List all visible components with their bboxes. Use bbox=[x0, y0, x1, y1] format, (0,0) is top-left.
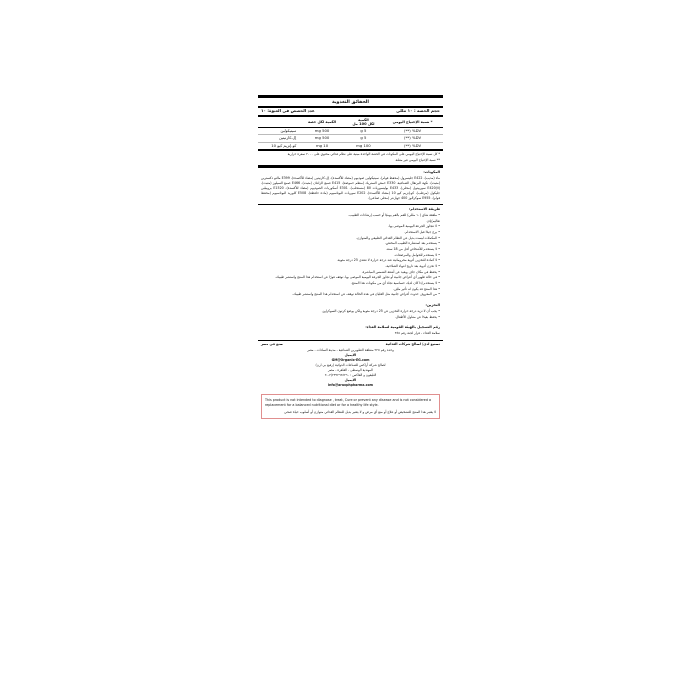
usage-line: تعاليم/إذن bbox=[426, 218, 440, 223]
disclaimer-arabic: لا يعتبر هذا المنتج للتشخيص أو علاج أو منع أي مرض و لا يعتبر بديل للنظام الغذائي متوازن أو أسلوب حياة صحي bbox=[284, 409, 436, 414]
distributor-address: المهندية الوسطى - القاهرة - مصر bbox=[328, 367, 373, 372]
cell-daily-value: DV% (**) bbox=[382, 127, 443, 134]
table-row bbox=[258, 127, 443, 134]
header-daily-value: * نسبة الإحتياج اليومي bbox=[382, 117, 443, 127]
cell-nutrient-name: إل-كارنيتين bbox=[258, 135, 299, 142]
cell-amount-100ml: 5 g bbox=[345, 127, 382, 134]
usage-line: • يرج جيدًا قبل الاستخدام. bbox=[404, 230, 440, 235]
usage-line: • لا كمادة للتخزين أدوية محروماتية عند درجة حرارة لا تتعدى 25 درجة مئوية. bbox=[336, 258, 440, 263]
distributor-name: لصالح شركة أراكس للصناعات الدوائية (رفيع بي ارن) bbox=[315, 362, 386, 367]
registration-line: سلامة الغذاء - قرار لجنة رقم ٣٤٥ bbox=[394, 331, 440, 336]
usage-line: • من المعروف حدوث أعراض جانبية مثل الغليان في هذه الحالة توقف عن استخدام هذا المنتج واستشر طبيبك. bbox=[292, 292, 440, 297]
usage-line: • يحفظ في مكان جاف وبعيد عن أشعة الشمس المباشرة. bbox=[361, 269, 440, 274]
made-in-label: صنع في مصر bbox=[261, 341, 283, 346]
table-row bbox=[258, 142, 443, 149]
usage-line: • في حالة ظهور أي أعراض جانبية أو تجاوز الجرعة اليومية الموصى بها، توقف فورًا عن استخدام هذا المنتج واستشر طبيبك. bbox=[274, 275, 440, 280]
cell-nutrient-name: كو-إنزيم كيو 10 bbox=[271, 142, 297, 148]
nutrition-table bbox=[258, 117, 443, 149]
cell-nutrient-name: سيتيكولين bbox=[258, 127, 299, 134]
email-value-2[interactable]: info@araxphpharma.com bbox=[328, 383, 373, 388]
usage-line: • المكملات ليست بديل عن النظام الغذائي الطبيعي والمتوازن. bbox=[356, 235, 440, 240]
cell-amount-serving: 10 mg bbox=[315, 142, 329, 148]
footnote-1: * كل نسبة الإحتياج اليومي على المكونات في الحصة الواحدة مبنية على نظام غذائي محتوي على ٢٠٠٠ سعرة حرارية bbox=[287, 152, 440, 157]
cell-amount-100ml: 100 mg bbox=[356, 142, 371, 148]
email-label-2: الايميل bbox=[344, 377, 357, 382]
storage-heading: التخزين: bbox=[425, 302, 440, 307]
usage-heading: طريقة الاستخدام: bbox=[408, 206, 440, 211]
usage-line: • لا تخزن أدوية بعد تاريخ انتهاء الصلاحية. bbox=[385, 264, 440, 269]
nutrition-facts-title: الحقائق التغذوية bbox=[332, 99, 369, 105]
cell-daily-value: DV% (**) bbox=[404, 142, 422, 148]
storage-line: • يجب أن لا تزيد درجة حرارة التخزين عن 25 درجة مئوية ولكن يوضع كرتون السوكراوز. bbox=[321, 309, 440, 314]
manufacturer-contact bbox=[258, 346, 443, 391]
usage-section bbox=[258, 205, 443, 301]
email-label: الايميل bbox=[344, 352, 357, 357]
serving-size: حجم الحصة : ١٠ مللي bbox=[396, 108, 440, 114]
disclaimer-english: This product is not intended to diagnose , treat, Cure or prevent any disease and is not considered a replacement for a balanced nutritional diet or for a healthy life style. bbox=[265, 397, 431, 407]
usage-line: • لا يستخدم للأشخاص أقل من 18 سنة. bbox=[385, 247, 440, 252]
header-nutrient-name bbox=[258, 117, 299, 127]
usage-line: • هذا المنتج قد يكون له تأثير مليّن. bbox=[393, 286, 440, 291]
header-amount-per-serving: الكمية لكل حصة bbox=[299, 117, 344, 127]
storage-section bbox=[258, 301, 443, 323]
ingredients-text: ماء (مذيب)، E422 جليسرول (محفظ قوام)، سيتيكولين صوديوم (مضاد للأكسدة)، إل-كارنيتين (مضاد للأكسدة)، E399 مالتو دكسترين (مثبت)، نكهة البرتقال الصناعية، E330 حمض الستريك (منظم حموضة)، E415 صمغ الزانثان (مثبت)، E466 صمغ السيلوز (مثبت)، E420(ii) سوربيتول (محلي)، E433 بوليسوربات 80 (مستحلب)، E301 أسكوربات الصوديوم (مضاد للأكسدة)، E1520 بروبيلين جليكول (مرطب)، كو-إنزيم كيو 10 (مضاد للأكسدة)، E202 سوربات البوتاسيوم (مادة حافظة)، E508 كلوريد البوتاسيوم (محفظ قوام)، E955 سوكرالوز 400 جهازنتر (محلي صناعي). bbox=[261, 176, 441, 200]
cell-amount-serving: 500 mg bbox=[299, 135, 344, 142]
cell-daily-value: DV% (**) bbox=[382, 135, 443, 142]
manufacturer-address: وحده رقم ٢٢٥ منطقة التطويرين الصناعية - مدينة السادات - مصر bbox=[307, 347, 394, 352]
email-value[interactable]: GM@Organix-EG.com bbox=[331, 357, 370, 362]
usage-line: • لا يستخدم إذا كان لديك حساسية تجاه أي من مكونات هذا المنتج. bbox=[350, 281, 440, 286]
table-header-row bbox=[258, 117, 443, 127]
cell-amount-serving: 500 mg bbox=[299, 127, 344, 134]
table-row bbox=[258, 135, 443, 142]
disclaimer-box bbox=[261, 394, 440, 419]
phone-fax: التليفون و الفاكس : ٠٢/٢٣٢٢٦٢٤٢٦٠-٢ bbox=[324, 372, 377, 377]
daily-value-footnotes bbox=[258, 151, 443, 165]
serving-info-row bbox=[258, 108, 443, 116]
header-amount-per-100ml: الكمية لكل 100 مل bbox=[345, 117, 382, 127]
registration-section bbox=[258, 323, 443, 340]
servings-per-container: عدد الحصص في العبوة: ١٠ bbox=[261, 108, 315, 114]
usage-line: • ملعقة شاي (١٠ مللي) للفم بالفم يوميًا أو حسب إرشادات الطبيب. bbox=[348, 213, 440, 218]
manufacturer-heading: تصنيع لدى/ لصالح شركات الغذائية bbox=[385, 341, 440, 346]
usage-line: • لا يستخدم للحوامل والمرضعات. bbox=[394, 252, 440, 257]
ingredients-section bbox=[258, 168, 443, 204]
supplement-facts-label bbox=[258, 95, 443, 423]
cell-amount-100ml: 5 g bbox=[345, 135, 382, 142]
storage-line: • يحفظ بعيدًا عن متناول الأطفال. bbox=[394, 314, 440, 319]
footnote-2: ** نسبة الإحتياج اليومي غير معلنة bbox=[395, 157, 440, 162]
usage-line: • لا تتجاوز الجرعة اليومية الموصى بها. bbox=[388, 224, 440, 229]
ingredients-heading: المكونات: bbox=[423, 169, 440, 174]
usage-line: • يستخدم بعد استشارة الطبيب المختص. bbox=[384, 241, 440, 246]
registration-heading: رقم التسجيل بالهيئة القومية لسلامة الغذاء: bbox=[365, 324, 440, 329]
